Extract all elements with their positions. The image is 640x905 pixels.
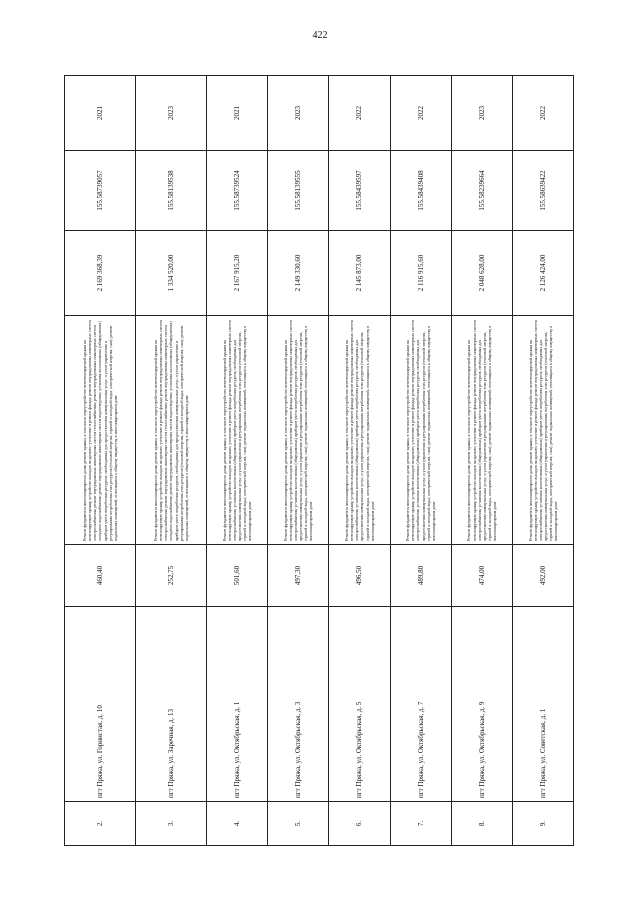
works-cost: 1 334 520,00 — [136, 231, 207, 316]
house-area: 492,00 — [512, 545, 573, 607]
house-id: 155.58739057 — [65, 151, 136, 231]
works-list: Ремонт фундамента многоквартирного дома; ремонт крыши, в том числе переустройство невентилируемой крыши на вентилируемую крышу, устройство выходов на кровлю; утепление и ремонт фасада; ремонт внутридомовых инженерных систем электроснабжения; установка коллективных (общедомовых) приборов учета потребления ресурсов, необходимых для предоставления коммунальных услуг, и узлов управления и регулирования потребления этих ресурсов (тепловой энергии, горячей и холодной воды, электрической энергии, газа); ремонт подвальных помещений, относящихся к общему имуществу в многоквартирном доме — [268, 316, 329, 545]
works-list: Ремонт фундамента многоквартирного дома; ремонт крыши, в том числе переустройство невентилируемой крыши на вентилируемую крышу, устройство выходов на кровлю; утепление и ремонт фасада; ремонт внутридомовых инженерных систем электроснабжения; установка коллективных (общедомовых) приборов учета потребления ресурсов, необходимых для предоставления коммунальных услуг, и узлов управления и регулирования потребления этих ресурсов (тепловой энергии, горячей и холодной воды, электрической энергии, газа); ремонт подвальных помещений, относящихся к общему имуществу в многоквартирном доме — [451, 316, 512, 545]
planned-year: 2021 — [207, 76, 268, 151]
planned-year: 2022 — [512, 76, 573, 151]
house-address: пгт Пряжа, ул. Октябрьская, д. 1 — [207, 607, 268, 802]
table-row — [451, 76, 512, 846]
row-number: 8. — [451, 802, 512, 846]
planned-year: 2023 — [268, 76, 329, 151]
works-cost: 2 145 873,00 — [329, 231, 390, 316]
house-address: пгт Пряжа, ул. Октябрьская, д. 3 — [268, 607, 329, 802]
house-area: 460,40 — [65, 545, 136, 607]
planned-year: 2022 — [390, 76, 451, 151]
row-number: 2. — [65, 802, 136, 846]
works-list: Ремонт фундамента многоквартирного дома; ремонт крыши, в том числе переустройство невентилируемой крыши на вентилируемую крышу, устройство выходов на кровлю; утепление и ремонт фасада; ремонт внутридомовых инженерных систем электроснабжения; установка коллективных (общедомовых) приборов учета потребления ресурсов, необходимых для предоставления коммунальных услуг, и узлов управления и регулирования потребления этих ресурсов (тепловой энергии, горячей и холодной воды, электрической энергии, газа); ремонт подвальных помещений, относящихся к общему имуществу в многоквартирном доме — [329, 316, 390, 545]
house-id: 155.58439408 — [390, 151, 451, 231]
house-area: 252,75 — [136, 545, 207, 607]
table-body — [65, 76, 574, 846]
house-area: 496,50 — [329, 545, 390, 607]
row-number: 6. — [329, 802, 390, 846]
row-number: 9. — [512, 802, 573, 846]
table-row — [65, 76, 136, 846]
house-id: 155.58239664 — [451, 151, 512, 231]
planned-year: 2023 — [136, 76, 207, 151]
works-cost: 2 048 628,00 — [451, 231, 512, 316]
table-row — [207, 76, 268, 846]
works-cost: 2 116 915,60 — [390, 231, 451, 316]
house-area: 489,80 — [390, 545, 451, 607]
planned-year: 2022 — [329, 76, 390, 151]
planned-year: 2021 — [65, 76, 136, 151]
house-area: 501,60 — [207, 545, 268, 607]
works-cost: 2 126 424,00 — [512, 231, 573, 316]
planned-year: 2023 — [451, 76, 512, 151]
house-id: 155.58639422 — [512, 151, 573, 231]
program-table — [64, 75, 574, 846]
house-address: пгт Пряжа, ул. Горнистая, д. 10 — [65, 607, 136, 802]
row-number: 4. — [207, 802, 268, 846]
works-list: Ремонт фундамента многоквартирного дома; ремонт крыши, в том числе переустройство невентилируемой крыши на вентилируемую крышу, устройство выходов на кровлю; утепление и ремонт фасада; ремонт внутридомовых инженерных систем электроснабжения; установка коллективных (общедомовых) приборов учета потребления ресурсов, необходимых для предоставления коммунальных услуг, и узлов управления и регулирования потребления этих ресурсов (тепловой энергии, горячей и холодной воды, электрической энергии, газа); ремонт подвальных помещений, относящихся к общему имуществу в многоквартирном доме — [390, 316, 451, 545]
works-list: Ремонт фундамента многоквартирного дома; ремонт крыши, в том числе переустройство невентилируемой крыши на вентилируемую крышу, устройство выходов на кровлю; утепление и ремонт фасада; ремонт внутридомовых инженерных систем электроснабжения; установка коллективных (общедомовых) приборов учета потребления ресурсов, необходимых для предоставления коммунальных услуг, и узлов управления и регулирования потребления этих ресурсов (тепловой энергии, горячей и холодной воды, электрической энергии, газа); ремонт подвальных помещений, относящихся к общему имуществу в многоквартирном доме — [207, 316, 268, 545]
page-number: 422 — [312, 30, 328, 41]
row-number: 5. — [268, 802, 329, 846]
house-id: 155.58139555 — [268, 151, 329, 231]
table-row — [390, 76, 451, 846]
table-row — [512, 76, 573, 846]
table-row — [136, 76, 207, 846]
works-cost: 2 167 915,20 — [207, 231, 268, 316]
works-list: Ремонт фундамента многоквартирного дома; ремонт крыши, в том числе переустройство невентилируемой крыши на вентилируемую крышу, устройство выходов на кровлю; утепление и ремонт фасада; ремонт внутридомовых инженерных систем электроснабжения; ремонт внутридомовых инженерных систем теплоснабжения; ремонт внутридомовых инженерных систем холодного водоснабжения; ремонт внутридомовых инженерных систем водоотведения; установка коллективных (общедомовых) приборов учета потребления ресурсов, необходимых для предоставления коммунальных услуг, и узлов управления и регулирования потребления этих ресурсов (тепловой энергии, горячей и холодной воды, электрической энергии, газа); ремонт подвальных помещений, относящихся к общему имуществу в многоквартирном доме — [136, 316, 207, 545]
row-number: 7. — [390, 802, 451, 846]
works-list: Ремонт фундамента многоквартирного дома; ремонт крыши, в том числе переустройство невентилируемой крыши на вентилируемую крышу, устройство выходов на кровлю; утепление и ремонт фасада; ремонт внутридомовых инженерных систем электроснабжения; установка коллективных (общедомовых) приборов учета потребления ресурсов, необходимых для предоставления коммунальных услуг, и узлов управления и регулирования потребления этих ресурсов (тепловой энергии, горячей и холодной воды, электрической энергии, газа); ремонт подвальных помещений, относящихся к общему имуществу в многоквартирном доме — [512, 316, 573, 545]
house-address: пгт Пряжа, ул. Заречная, д. 13 — [136, 607, 207, 802]
rotated-table-container — [64, 76, 574, 846]
works-cost: 2 149 330,60 — [268, 231, 329, 316]
house-area: 474,00 — [451, 545, 512, 607]
house-address: пгт Пряжа, ул. Октябрьская, д. 9 — [451, 607, 512, 802]
house-address: пгт Пряжа, ул. Советская, д. 1 — [512, 607, 573, 802]
house-id: 155.58439597 — [329, 151, 390, 231]
row-number: 3. — [136, 802, 207, 846]
house-id: 155.58739524 — [207, 151, 268, 231]
works-cost: 2 169 368,39 — [65, 231, 136, 316]
house-area: 497,30 — [268, 545, 329, 607]
house-id: 155.58139538 — [136, 151, 207, 231]
table-row — [268, 76, 329, 846]
house-address: пгт Пряжа, ул. Октябрьская, д. 7 — [390, 607, 451, 802]
table-row — [329, 76, 390, 846]
works-list: Ремонт фундамента многоквартирного дома; ремонт крыши, в том числе переустройство невентилируемой крыши на вентилируемую крышу, устройство выходов на кровлю; утепление и ремонт фасада; ремонт внутридомовых инженерных систем электроснабжения; ремонт внутридомовых инженерных систем теплоснабжения; ремонт внутридомовых инженерных систем холодного водоснабжения; ремонт внутридомовых инженерных систем водоотведения; установка коллективных (общедомовых) приборов учета потребления ресурсов, необходимых для предоставления коммунальных услуг, и узлов управления и регулирования потребления этих ресурсов (тепловой энергии, горячей и холодной воды, электрической энергии, газа); ремонт подвальных помещений, относящихся к общему имуществу в многоквартирном доме — [65, 316, 136, 545]
house-address: пгт Пряжа, ул. Октябрьская, д. 5 — [329, 607, 390, 802]
